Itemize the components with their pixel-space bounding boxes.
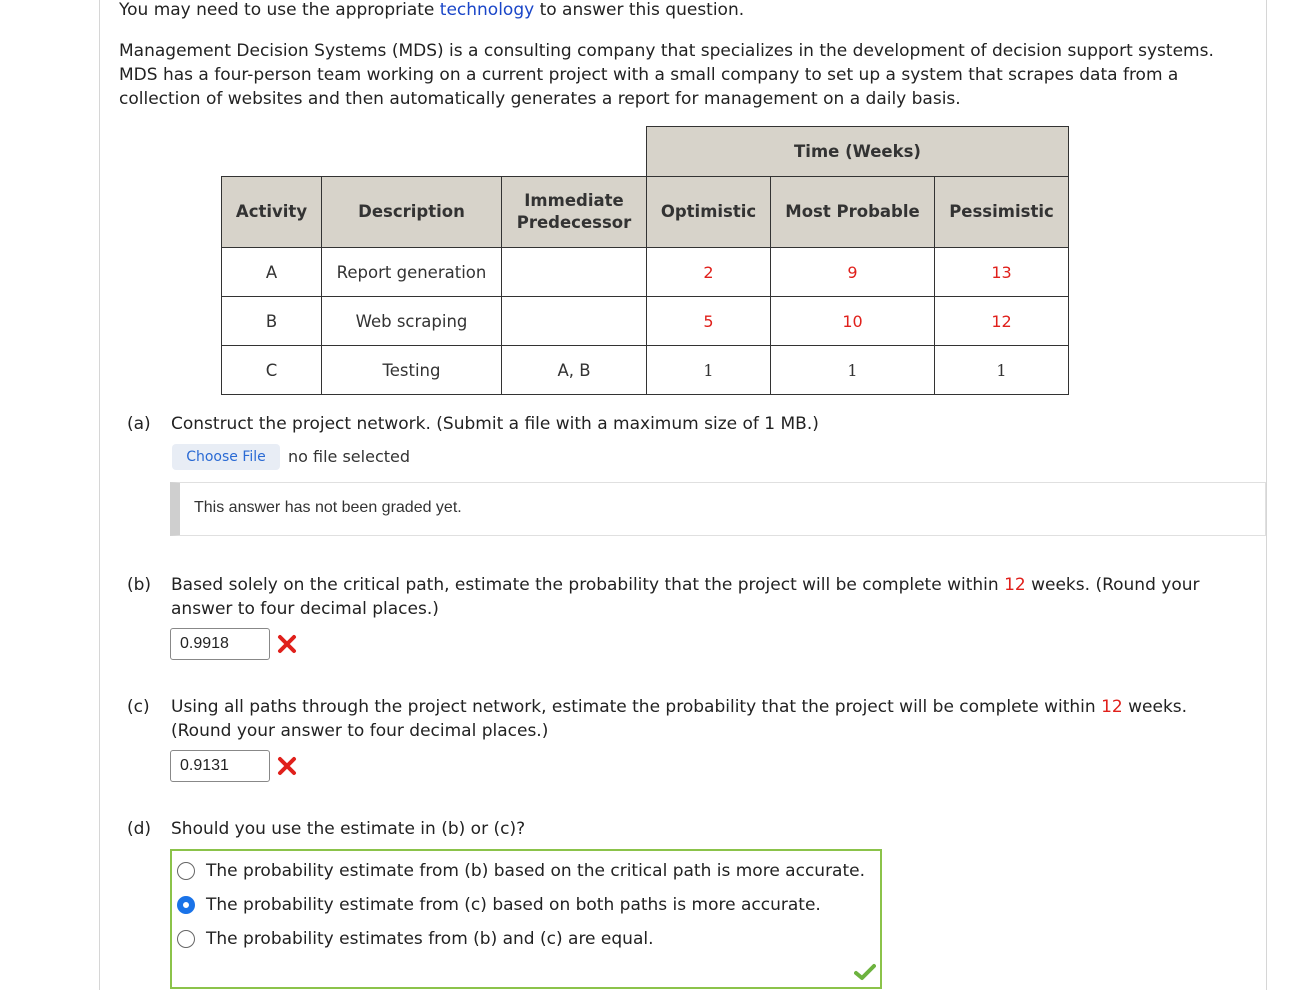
part-b-text-2: answer to four decimal places.) xyxy=(171,599,439,619)
most-probable-cell: 10 xyxy=(771,297,935,346)
part-b-label: (b) xyxy=(127,575,152,595)
most-probable-cell: 9 xyxy=(771,248,935,297)
option-equal-row[interactable] xyxy=(177,927,654,951)
x-mark-icon xyxy=(276,633,298,655)
table-row xyxy=(222,297,1069,346)
part-b-weeks: 12 xyxy=(1004,575,1026,595)
part-d-text: Should you use the estimate in (b) or (c)? xyxy=(171,819,526,839)
radio-button-selected[interactable] xyxy=(177,896,195,914)
option-label: The probability estimates from (b) and (c) are equal. xyxy=(206,929,654,949)
option-label: The probability estimate from (b) based on the critical path is more accurate. xyxy=(206,861,865,881)
description-cell: Web scraping xyxy=(322,297,502,346)
activity-table xyxy=(221,126,1069,395)
optimistic-cell: 1 xyxy=(647,346,771,395)
table-row xyxy=(222,248,1069,297)
choose-file-button[interactable]: Choose File xyxy=(172,444,280,470)
description-header: Description xyxy=(322,177,502,248)
activity-cell: B xyxy=(222,297,322,346)
activity-header: Activity xyxy=(222,177,322,248)
radio-button[interactable] xyxy=(177,862,195,880)
pessimistic-cell: 12 xyxy=(935,297,1069,346)
part-c-weeks: 12 xyxy=(1101,697,1123,717)
graded-note: This answer has not been graded yet. xyxy=(194,499,462,516)
optimistic-cell: 5 xyxy=(647,297,771,346)
table-row xyxy=(222,346,1069,395)
problem-line-3: collection of websites and then automatically generates a report for management on a daily basis. xyxy=(119,89,961,109)
option-b-row[interactable] xyxy=(177,859,865,883)
time-weeks-header: Time (Weeks) xyxy=(647,127,1069,177)
option-label: The probability estimate from (c) based on both paths is more accurate. xyxy=(206,895,821,915)
problem-line-2: MDS has a four-person team working on a current project with a small company to set up a system that scrapes data from a xyxy=(119,65,1179,85)
part-b-text: Based solely on the critical path, estimate the probability that the project will be complete within 12 weeks. (Round your xyxy=(171,575,1200,595)
graded-note-box xyxy=(170,482,1266,536)
most-probable-header: Most Probable xyxy=(771,177,935,248)
activity-cell: A xyxy=(222,248,322,297)
part-d-label: (d) xyxy=(127,819,152,839)
intro-suffix: to answer this question. xyxy=(534,0,745,20)
problem-line-1: Management Decision Systems (MDS) is a consulting company that specializes in the development of decision support systems. xyxy=(119,41,1214,61)
option-c-row[interactable] xyxy=(177,893,821,917)
part-c-label: (c) xyxy=(127,697,150,717)
optimistic-cell: 2 xyxy=(647,248,771,297)
technology-link[interactable]: technology xyxy=(439,0,535,20)
most-probable-cell: 1 xyxy=(771,346,935,395)
x-mark-icon xyxy=(276,755,298,777)
description-cell: Report generation xyxy=(322,248,502,297)
predecessor-header: Immediate Predecessor xyxy=(502,177,647,248)
answer-options-panel xyxy=(170,849,882,989)
part-c-text-2: (Round your answer to four decimal places.) xyxy=(171,721,549,741)
intro-prefix: You may need to use the appropriate xyxy=(119,0,440,20)
check-mark-icon xyxy=(854,963,876,981)
predecessor-cell: A, B xyxy=(502,346,647,395)
part-a-text: Construct the project network. (Submit a file with a maximum size of 1 MB.) xyxy=(171,414,819,434)
activity-cell: C xyxy=(222,346,322,395)
pessimistic-cell: 13 xyxy=(935,248,1069,297)
part-c-text: Using all paths through the project network, estimate the probability that the project will be complete within 12 weeks. xyxy=(171,697,1188,717)
pessimistic-header: Pessimistic xyxy=(935,177,1069,248)
part-c-answer-input[interactable]: 0.9131 xyxy=(170,750,270,782)
intro-text xyxy=(119,0,744,22)
predecessor-cell xyxy=(502,297,647,346)
part-a-label: (a) xyxy=(127,414,151,434)
optimistic-header: Optimistic xyxy=(647,177,771,248)
right-border xyxy=(1266,0,1267,990)
pessimistic-cell: 1 xyxy=(935,346,1069,395)
predecessor-cell xyxy=(502,248,647,297)
file-status: no file selected xyxy=(288,447,411,466)
part-b-answer-input[interactable]: 0.9918 xyxy=(170,628,270,660)
radio-button[interactable] xyxy=(177,930,195,948)
left-border xyxy=(99,0,100,990)
description-cell: Testing xyxy=(322,346,502,395)
